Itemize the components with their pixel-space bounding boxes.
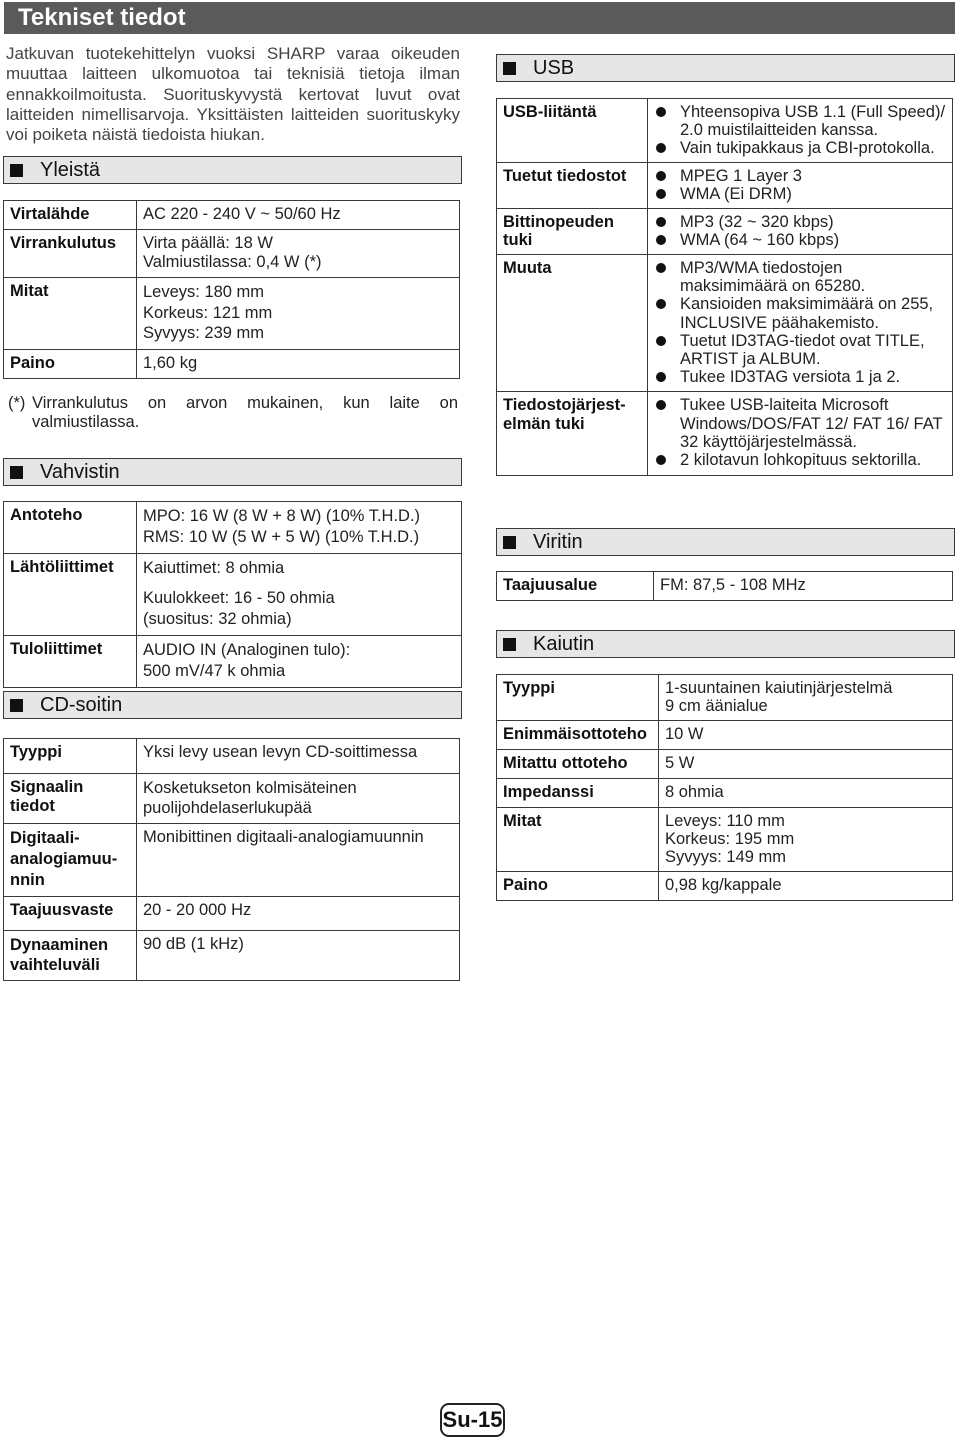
spec-value: Leveys: 110 mm Korkeus: 195 mm Syvyys: 149 mm bbox=[659, 808, 953, 872]
list-item: Kansioiden maksimimäärä on 255, INCLUSIVE päähakemisto. bbox=[654, 295, 946, 331]
list-item: MP3 (32 ~ 320 kbps) bbox=[654, 213, 946, 231]
spec-table-cd bbox=[3, 738, 460, 981]
table-row bbox=[497, 808, 953, 872]
section-header-viritin bbox=[496, 528, 955, 556]
spec-value: FM: 87,5 - 108 MHz bbox=[654, 572, 953, 601]
spec-key: Impedanssi bbox=[497, 779, 659, 808]
table-row bbox=[497, 163, 953, 209]
spec-key: Enimmäisottoteho bbox=[497, 721, 659, 750]
page-title: Tekniset tiedot bbox=[4, 2, 955, 34]
spec-key: Dynaaminen vaihteluväli bbox=[4, 931, 137, 981]
spec-value: 1,60 kg bbox=[137, 349, 460, 378]
spec-key: Signaalin tiedot bbox=[4, 774, 137, 824]
section-title: Vahvistin bbox=[40, 460, 120, 483]
spec-table-usb bbox=[496, 98, 953, 476]
spec-value: Kosketukseton kolmisäteinen puolijohdelaserlukupää bbox=[137, 774, 460, 824]
square-bullet-icon bbox=[10, 699, 23, 712]
spec-value bbox=[648, 163, 953, 209]
intro-paragraph: Jatkuvan tuotekehittelyn vuoksi SHARP varaa oikeuden muuttaa laitteen ulkomuotoa tai teknisiä tietoja ilman ennakkoilmoitusta. Suorituskyvystä kertovat luvut ovat laitteiden nimellisarvoja. Yksittäisten laitteiden suorituskyky voi poiketa näistä tiedoista hiukan. bbox=[6, 44, 460, 145]
footnote-text-cont: valmiustilassa. bbox=[32, 413, 140, 431]
list-item: Tuetut ID3TAG-tiedot ovat TITLE, ARTIST ja ALBUM. bbox=[654, 332, 946, 368]
table-row bbox=[497, 779, 953, 808]
section-title: USB bbox=[533, 56, 575, 79]
spec-value bbox=[648, 99, 953, 163]
list-item: MPEG 1 Layer 3 bbox=[654, 167, 946, 185]
spec-key: Tyyppi bbox=[4, 739, 137, 774]
table-row bbox=[497, 392, 953, 475]
table-row bbox=[497, 872, 953, 901]
section-header-kaiutin bbox=[496, 630, 955, 658]
spec-value: 90 dB (1 kHz) bbox=[137, 931, 460, 981]
spec-key: Mitat bbox=[497, 808, 659, 872]
table-row bbox=[4, 897, 460, 931]
table-row bbox=[497, 750, 953, 779]
spec-value: 20 - 20 000 Hz bbox=[137, 897, 460, 931]
table-row bbox=[497, 675, 953, 721]
spec-key: Virtalähde bbox=[4, 201, 137, 230]
square-bullet-icon bbox=[503, 62, 516, 75]
spec-key: Bittinopeuden tuki bbox=[497, 209, 648, 255]
spec-key: Tuloliittimet bbox=[4, 636, 137, 688]
list-item: WMA (64 ~ 160 kbps) bbox=[654, 231, 946, 249]
spec-value: Virta päällä: 18 W Valmiustilassa: 0,4 W (*) bbox=[137, 230, 460, 278]
table-row bbox=[497, 255, 953, 392]
spec-key: Antoteho bbox=[4, 502, 137, 554]
spec-key: Digitaali- analogiamuu- nnin bbox=[4, 824, 137, 897]
spec-key: Taajuusalue bbox=[497, 572, 654, 601]
section-header-yleista bbox=[3, 156, 462, 184]
spec-value: Monibittinen digitaali-analogiamuunnin bbox=[137, 824, 460, 897]
table-row bbox=[4, 230, 460, 278]
spec-value: 0,98 kg/kappale bbox=[659, 872, 953, 901]
spec-key: USB-liitäntä bbox=[497, 99, 648, 163]
spec-value bbox=[648, 392, 953, 475]
table-row bbox=[4, 824, 460, 897]
spec-key: Mitat bbox=[4, 278, 137, 350]
section-header-usb bbox=[496, 54, 955, 82]
spec-value: AC 220 - 240 V ~ 50/60 Hz bbox=[137, 201, 460, 230]
table-row bbox=[4, 554, 462, 636]
square-bullet-icon bbox=[503, 536, 516, 549]
spec-table-yleista bbox=[3, 200, 460, 379]
spec-value: 5 W bbox=[659, 750, 953, 779]
square-bullet-icon bbox=[10, 466, 23, 479]
spec-value: 1-suuntainen kaiutinjärjestelmä 9 cm äänialue bbox=[659, 675, 953, 721]
table-row bbox=[4, 278, 460, 350]
list-item: MP3/WMA tiedostojen maksimimäärä on 65280. bbox=[654, 259, 946, 295]
section-header-vahvistin bbox=[3, 458, 462, 486]
spec-value bbox=[648, 209, 953, 255]
table-row bbox=[497, 721, 953, 750]
spec-key: Tiedostojärjest- elmän tuki bbox=[497, 392, 648, 475]
section-header-cd bbox=[3, 691, 462, 719]
spec-value: MPO: 16 W (8 W + 8 W) (10% T.H.D.) RMS: 10 W (5 W + 5 W) (10% T.H.D.) bbox=[137, 502, 462, 554]
section-title: Yleistä bbox=[40, 158, 101, 181]
table-row bbox=[4, 931, 460, 981]
spec-table-vahvistin bbox=[3, 501, 462, 688]
list-item: Tukee USB-laiteita Microsoft Windows/DOS/FAT 12/ FAT 16/ FAT 32 käyttöjärjestelmässä. bbox=[654, 396, 946, 451]
list-item: WMA (Ei DRM) bbox=[654, 185, 946, 203]
table-row bbox=[4, 502, 462, 554]
table-row bbox=[497, 99, 953, 163]
spec-key: Tyyppi bbox=[497, 675, 659, 721]
footnote-text: Virrankulutus on arvon mukainen, kun laite on bbox=[32, 394, 458, 412]
spec-value bbox=[648, 255, 953, 392]
table-row bbox=[4, 636, 462, 688]
spec-key: Lähtöliittimet bbox=[4, 554, 137, 636]
section-title: Viritin bbox=[533, 530, 583, 553]
spec-value: AUDIO IN (Analoginen tulo): 500 mV/47 k ohmia bbox=[137, 636, 462, 688]
footnote-mark: (*) bbox=[8, 394, 26, 412]
spec-table-viritin bbox=[496, 571, 953, 601]
spec-value: 8 ohmia bbox=[659, 779, 953, 808]
list-item: Tukee ID3TAG versiota 1 ja 2. bbox=[654, 368, 946, 386]
spec-key: Taajuusvaste bbox=[4, 897, 137, 931]
spec-key: Tuetut tiedostot bbox=[497, 163, 648, 209]
list-item: Yhteensopiva USB 1.1 (Full Speed)/ 2.0 muistilaitteiden kanssa. bbox=[654, 103, 946, 139]
table-row bbox=[4, 349, 460, 378]
table-row bbox=[4, 739, 460, 774]
spec-table-kaiutin bbox=[496, 674, 953, 901]
spec-value: Kaiuttimet: 8 ohmia Kuulokkeet: 16 - 50 ohmia (suositus: 32 ohmia) bbox=[137, 554, 462, 636]
square-bullet-icon bbox=[503, 638, 516, 651]
spec-key: Paino bbox=[4, 349, 137, 378]
table-row bbox=[497, 572, 953, 601]
spec-value: Yksi levy usean levyn CD-soittimessa bbox=[137, 739, 460, 774]
section-title: Kaiutin bbox=[533, 632, 595, 655]
table-row bbox=[497, 209, 953, 255]
spec-key: Muuta bbox=[497, 255, 648, 392]
section-title: CD-soitin bbox=[40, 693, 123, 716]
list-item: Vain tukipakkaus ja CBI-protokolla. bbox=[654, 139, 946, 157]
table-row bbox=[4, 774, 460, 824]
table-row bbox=[4, 201, 460, 230]
spec-key: Paino bbox=[497, 872, 659, 901]
list-item: 2 kilotavun lohkopituus sektorilla. bbox=[654, 451, 946, 469]
spec-key: Virrankulutus bbox=[4, 230, 137, 278]
spec-value: 10 W bbox=[659, 721, 953, 750]
spec-key: Mitattu ottoteho bbox=[497, 750, 659, 779]
page-number: Su-15 bbox=[440, 1403, 505, 1437]
footnote bbox=[8, 394, 458, 432]
square-bullet-icon bbox=[10, 164, 23, 177]
spec-value: Leveys: 180 mm Korkeus: 121 mm Syvyys: 239 mm bbox=[137, 278, 460, 350]
